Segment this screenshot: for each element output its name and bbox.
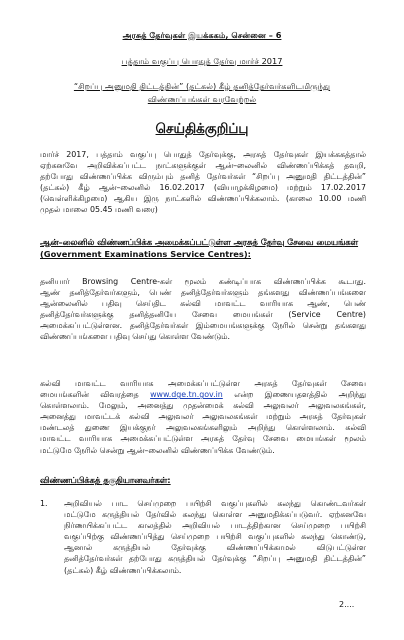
intro-line: தற்போது விண்ணப்பிக்க விரும்பும் தனித் தேர்வர்கள் “சிறப்பு அனுமதி திட்டத்தின்” bbox=[40, 172, 366, 182]
office-heading: அரசுத் தேர்வுகள் இயக்ககம், சென்னை – 6 bbox=[122, 30, 282, 40]
body-line: மட்டுமே நேரில் சென்று ஆன்–லைனில் விண்ணப்பிக்க வேண்டும். bbox=[40, 445, 275, 455]
list-item bbox=[64, 498, 366, 576]
list-item-line: வகுப்பிற்கு விண்ணப்பித்து செய்முறை பயிற்சி வகுப்புகளில் கலந்து கொண்டு, bbox=[64, 532, 366, 542]
intro-paragraph bbox=[40, 149, 366, 216]
link-prefix: மையங்களின் விவரத்தை bbox=[40, 390, 139, 400]
page-number: 2.... bbox=[339, 600, 355, 609]
body-line: அமைக்கப்பட்டுள்ளன. தனித்தேர்வர்கள் இம்மையங்களுக்கு நேரில் சென்று தங்களது bbox=[40, 321, 366, 331]
list-item-line: அறிவியல் பாட செய்முறை பயிற்சி வகுப்புகளில் கலந்து கொண்டவர்கள் bbox=[64, 499, 366, 508]
list-item-line: (தட்கல்) கீழ் விண்ணப்பிக்கலாம். bbox=[64, 565, 182, 575]
body-line: ஆண் தனித்தேர்வர்களும், பெண் தனித்தேர்வர்களும் தங்களது விண்ணப்பங்களை bbox=[40, 288, 366, 298]
body-line: அனைத்து மாவட்டக் கல்வி அலுவலர் அலுவலகங்கள் மற்றும் அரசுத் தேர்வுகள் bbox=[40, 412, 366, 422]
body-line: கல்வி மாவட்ட வாரியாக அமைக்கப்பட்டுள்ள அரசுத் தேர்வுகள் சேவை bbox=[40, 379, 366, 388]
link-suffix: என்ற இணையதளத்தில் அறிந்து bbox=[234, 390, 366, 400]
centre-details-paragraph bbox=[40, 378, 366, 456]
list-item-line: மட்டுமே கருத்தியல் தேர்வில் கலந்து கொள்ள அனுமதிக்கப்படுவர். ஏற்கனவே bbox=[64, 510, 366, 520]
list-item-number: 1. bbox=[40, 499, 48, 508]
intro-line: ஏற்கனவே அறிவிக்கப்பட்ட நாட்களுக்குள் ஆன்–லைனில் விண்ணப்பிக்கத் தவறி, bbox=[40, 161, 366, 171]
intro-line: மார்ச் 2017, பத்தாம் வகுப்பு பொதுத் தேர்வுக்கு, அரசுத் தேர்வுகள் இயக்ககத்தால் bbox=[40, 150, 366, 159]
dge-website-link[interactable]: www.dge.tn.gov.in bbox=[150, 390, 223, 400]
scheme-heading-line2: விண்ணப்பங்கள் வரவேற்றல் bbox=[147, 94, 257, 104]
body-line: தனியார் Browsing Centre-கள் மூலம் கண்டிப்பாக விண்ணப்பிக்க கூடாது. bbox=[40, 277, 366, 286]
body-line: மண்டலத் துணை இயக்குநர் அலுவலகங்களிலும் அறிந்து கொள்ளலாம். கல்வி bbox=[40, 423, 366, 433]
intro-line: (வெள்ளிக்கிழமை) ஆகிய இரு நாட்களில் விண்ணப்பிக்கலாம். (காலை 10.00 மணி bbox=[40, 194, 366, 204]
intro-line: (தட்கல்) கீழ் ஆன்–லைனில் 16.02.2017 (வியாழக்கிழமை) மற்றும் 17.02.2017 bbox=[40, 183, 366, 193]
body-line: தனித்தேர்வர்களுக்கு தனித்தனியே சேவை மையங்கள் (Service Centre) bbox=[40, 310, 366, 320]
exam-heading: பத்தாம் வகுப்பு பொதுத் தேர்வு மார்ச் 2017 bbox=[121, 56, 283, 66]
list-item-line: நிர்ணயிக்கப்பட்ட காலத்தில் அறிவியல் பாடத்திற்கான செய்முறை பயிற்சி bbox=[64, 521, 366, 531]
list-item-line: ஆனால் கருத்தியல் தேர்வுக்கு விண்ணப்பிக்காமல் விடுபட்டுள்ள bbox=[64, 543, 366, 553]
scheme-heading-line1: “சிறப்பு அனுமதி திட்டத்தின்” (தட்கல்) கீழ் தனித்தேர்வர்களிடமிருந்து bbox=[73, 81, 331, 91]
body-line: கொள்ளலாம். மேலும், அனைத்து முதன்மைக் கல்வி அலுவலர் அலுவலகங்கள், bbox=[40, 401, 366, 411]
service-centres-heading-en: (Government Examinations Service Centres): bbox=[40, 249, 251, 259]
body-line: மாவட்ட வாரியாக அமைக்கப்பட்டுள்ள அரசுத் தேர்வு சேவை மையங்கள் மூலம் bbox=[40, 434, 366, 444]
body-line: ஆன்லைனில் பதிவு செய்திட கல்வி மாவட்ட வாரியாக ஆண், பெண் bbox=[40, 299, 366, 309]
intro-line: முதல் மாலை 05.45 மணி வரை) bbox=[40, 205, 158, 215]
list-item-line: தனித்தேர்வர்கள் தற்போது கருத்தியல் தேர்வுக்கு “சிறப்பு அனுமதி திட்டத்தின்” bbox=[64, 554, 366, 564]
service-centres-paragraph bbox=[40, 276, 366, 343]
service-centres-heading: ஆன்–லைனில் விண்ணப்பிக்க அமைக்கப்பட்டுள்ள அரசுத் தேர்வு சேவை மையங்கள் bbox=[40, 237, 359, 247]
eligibility-heading: விண்ணப்பிக்கத் தகுதியானவர்கள்: bbox=[40, 475, 171, 485]
body-line-with-link bbox=[40, 389, 366, 400]
press-release-title: செய்திக்குறிப்பு bbox=[155, 121, 249, 137]
body-line: விண்ணப்பங்களை பதிவு செய்து கொள்ள வேண்டும். bbox=[40, 332, 231, 342]
